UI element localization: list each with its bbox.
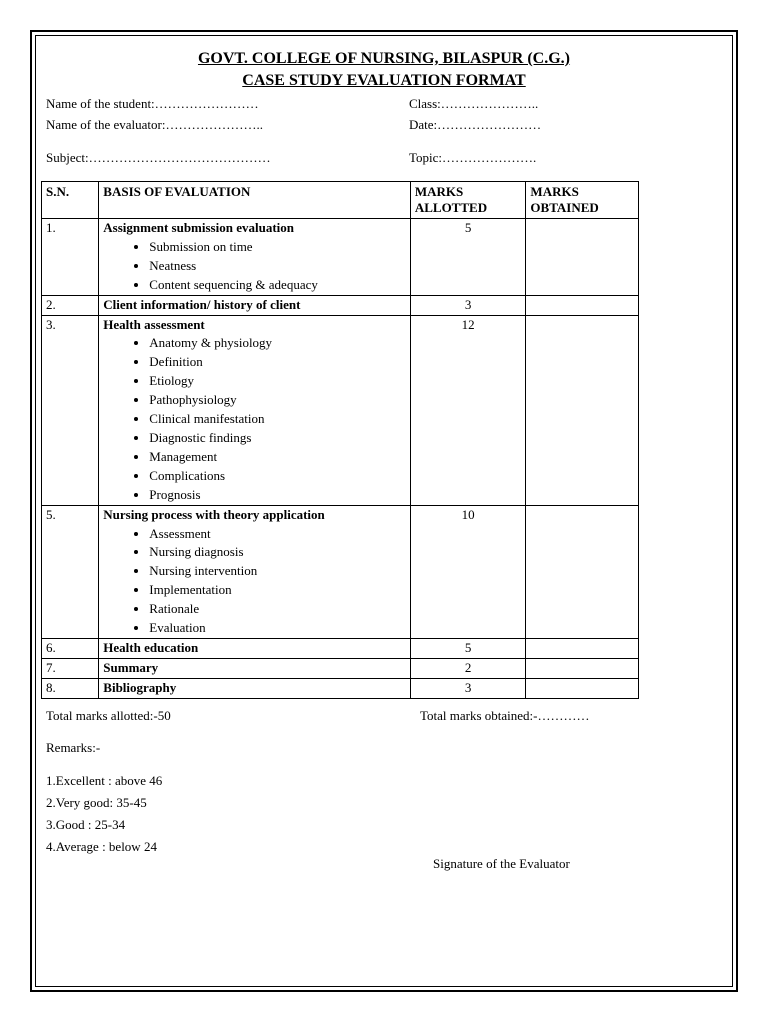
criterion-subitem: • Submission on time [149,238,406,257]
row-basis [99,658,411,678]
row-marks-obtained [526,658,639,678]
criterion-subitem: • Clinical manifestation [149,410,406,429]
college-title: GOVT. COLLEGE OF NURSING, BILASPUR (C.G.) [197,50,571,67]
row-marks-obtained [526,505,639,638]
criterion-title: Client information/ history of client [103,296,301,312]
table-row [42,638,639,658]
table-row [42,505,639,638]
evaluation-table [41,181,639,699]
evaluator-signature: Signature of the Evaluator [433,856,570,871]
table-row [42,315,639,505]
criterion-subitems [103,238,406,295]
class-field: Class:………………….. [409,96,539,111]
row-sn: 1. [42,219,99,296]
row-sn: 5. [42,505,99,638]
row-basis [99,678,411,698]
row-basis [99,315,411,505]
criterion-title: Summary [103,659,159,675]
date-field: Date:…………………… [409,117,542,132]
criterion-subitems [103,334,406,504]
row-marks-obtained [526,678,639,698]
row-marks-allotted: 5 [410,219,526,296]
criterion-subitem: • Management [149,448,406,467]
criterion-subitem: • Nursing diagnosis [149,543,406,562]
header-allotted-line2: ALLOTTED [414,200,488,215]
table-row [42,658,639,678]
table-header-row [42,182,639,219]
criterion-title: Nursing process with theory application [103,506,325,522]
table-row [42,219,639,296]
topic-field: Topic:…………………. [409,150,537,165]
row-marks-allotted: 5 [410,638,526,658]
criterion-subitem: • Diagnostic findings [149,429,406,448]
row-sn: 6. [42,638,99,658]
row-marks-allotted: 10 [410,505,526,638]
row-marks-obtained [526,315,639,505]
header-marks-allotted [410,182,526,219]
row-marks-obtained [526,295,639,315]
header-obtained-line2: OBTAINED [530,200,599,215]
row-marks-obtained [526,219,639,296]
table-row [42,678,639,698]
criterion-subitem: • Assessment [149,525,406,544]
row-sn: 8. [42,678,99,698]
criterion-title: Health assessment [103,316,205,332]
row-basis [99,295,411,315]
row-sn: 7. [42,658,99,678]
evaluator-name-field: Name of the evaluator:………………….. [46,117,263,132]
criterion-title: Health education [103,639,199,655]
row-sn: 2. [42,295,99,315]
table-row [42,295,639,315]
header-marks-obtained [526,182,639,219]
criterion-subitems [103,525,406,638]
criterion-subitem: • Anatomy & physiology [149,334,406,353]
criterion-title: Assignment submission evaluation [103,220,294,235]
criterion-subitem: • Pathophysiology [149,391,406,410]
grade-excellent: 1.Excellent : above 46 [46,773,163,788]
row-marks-allotted: 2 [410,658,526,678]
row-marks-obtained [526,638,639,658]
criterion-subitem: • Complications [149,467,406,486]
total-obtained: Total marks obtained:-………… [420,708,590,723]
row-basis [99,505,411,638]
criterion-title: Bibliography [103,679,177,695]
criterion-subitem: • Content sequencing & adequacy [149,276,406,295]
row-basis [99,638,411,658]
criterion-subitem: • Etiology [149,372,406,391]
grade-good: 3.Good : 25-34 [46,817,126,832]
criterion-subitem: • Implementation [149,581,406,600]
row-sn: 3. [42,315,99,505]
header-basis: BASIS OF EVALUATION [99,182,411,219]
row-marks-allotted: 12 [410,315,526,505]
grade-very-good: 2.Very good: 35-45 [46,795,147,810]
criterion-subitem: • Evaluation [149,619,406,638]
criterion-subitem: • Neatness [149,257,406,276]
criterion-subitem: • Definition [149,353,406,372]
header-allotted-line1: MARKS [414,184,464,199]
row-marks-allotted: 3 [410,678,526,698]
criterion-subitem: • Rationale [149,600,406,619]
total-allotted: Total marks allotted:-50 [46,708,171,723]
criterion-subitem: • Prognosis [149,486,406,505]
row-marks-allotted: 3 [410,295,526,315]
grade-average: 4.Average : below 24 [46,839,157,854]
header-obtained-line1: MARKS [530,184,579,199]
row-basis [99,219,411,296]
format-title: CASE STUDY EVALUATION FORMAT [242,72,526,89]
remarks-label: Remarks:- [46,740,101,755]
header-sn: S.N. [42,182,99,219]
subject-field: Subject:…………………………………… [46,150,271,165]
criterion-subitem: • Nursing intervention [149,562,406,581]
student-name-field: Name of the student:…………………… [46,96,259,111]
